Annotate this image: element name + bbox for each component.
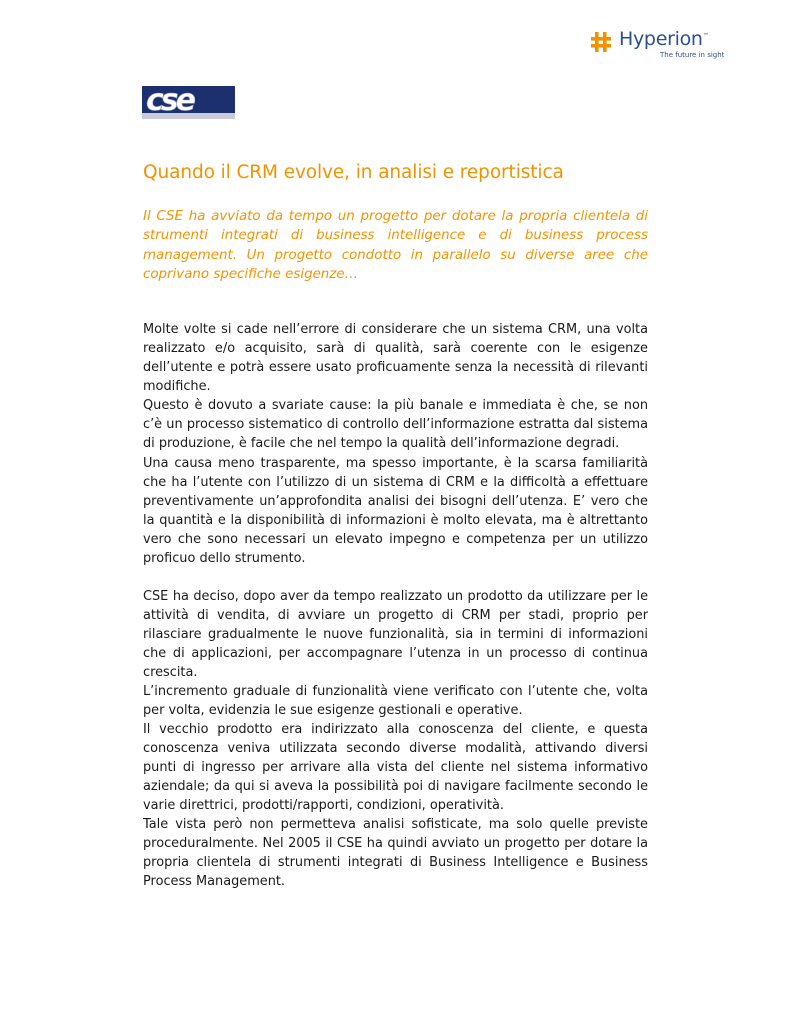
hyperion-logo [590,30,725,62]
article-paragraph-3 [143,587,648,720]
paragraph-line: Molte volte si cade nell’errore di considerare che un sistema CRM, una volta realizzato e/o acquisito, sarà di qualità, sarà coerente con le esigenze dell’utente e potrà essere usato proficuamente senza la necessità di rilevanti modifiche. [143,322,648,394]
article-paragraph-2 [143,454,648,568]
article-paragraph-1 [143,320,648,453]
paragraph-line: Questo è dovuto a svariate cause: la più banale e immediata è che, se non c’è un processo sistematico di controllo dell’informazione estratta dal sistema di produzione, è facile che nel tempo la qualità dell’informazione degradi. [143,398,648,451]
article-intro: Il CSE ha avviato da tempo un progetto per dotare la propria clientela di strumenti integrati di business intelligence e di business process management. Un progetto condotto in parallelo su diverse aree che coprivano specifiche esigenze… [143,209,648,282]
svg-text:cse: cse [146,86,193,118]
hyperion-brand-name: Hyperion™ [619,28,709,50]
paragraph-line: L’incremento graduale di funzionalità viene verificato con l’utente che, volta per volta, evidenzia le sue esigenze gestionali e operative. [143,684,648,718]
paragraph-line: Il vecchio prodotto era indirizzato alla conoscenza del cliente, e questa conoscenza veniva utilizzata secondo diverse modalità, attivando diversi punti di ingresso per arrivare alla vista del cliente nel sistema informativo aziendale; da qui si aveva la possibilità poi di navigare facilmente secondo le varie direttrici, prodotti/rapporti, condizioni, operatività. [143,722,648,813]
cse-logo [142,86,235,119]
hyperion-hash-icon [590,31,612,53]
hyperion-tagline: The future in sight [660,51,725,59]
paragraph-line: CSE ha deciso, dopo aver da tempo realizzato un prodotto da utilizzare per le attività di vendita, di avviare un progetto di CRM per stadi, proprio per rilasciare gradualmente le nuove funzionalità, sia in termini di informazioni che di applicazioni, per accompagnare l’utenza in un processo di continua crescita. [143,589,648,680]
article-title: Quando il CRM evolve, in analisi e reportistica [143,162,564,183]
paragraph-line: Una causa meno trasparente, ma spesso importante, è la scarsa familiarità che ha l’utente con l’utilizzo di un sistema di CRM e la difficoltà a effettuare preventivamente un’approfondita analisi dei bisogni dell’utenza. E’ vero che la quantità e la disponibilità di informazioni è molto elevata, ma è altrettanto vero che sono necessari un elevato impegno e competenza per un utilizzo proficuo dello strumento. [143,456,648,566]
paragraph-line: Tale vista però non permetteva analisi sofisticate, ma solo quelle previste proceduralmente. Nel 2005 il CSE ha quindi avviato un progetto per dotare la propria clientela di strumenti integrati di Business Intelligence e Business Process Management. [143,817,648,889]
article-paragraph-4 [143,720,648,891]
